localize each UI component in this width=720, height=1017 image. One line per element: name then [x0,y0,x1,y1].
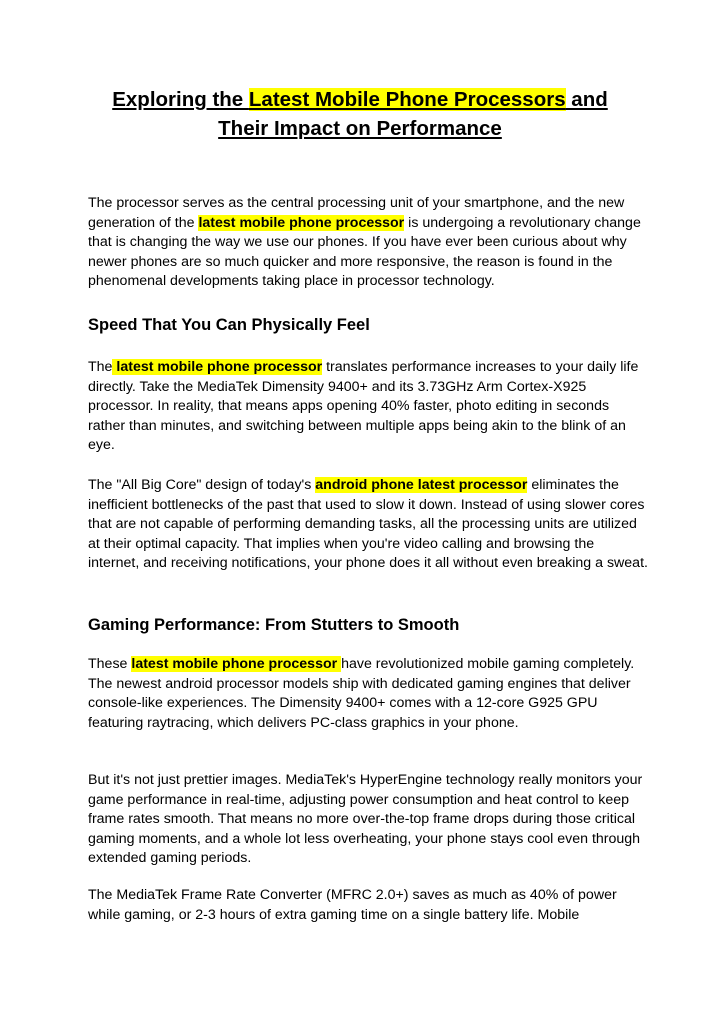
gaming-paragraph-1 [88,655,648,733]
speed-p1-highlight: latest mobile phone processor [112,359,323,375]
speed-p1-pre: The [88,359,113,375]
section-heading-gaming: Gaming Performance: From Stutters to Smooth [88,616,460,634]
intro-paragraph [88,194,648,292]
gaming-paragraph-3: The MediaTek Frame Rate Converter (MFRC 2.0+) saves as much as 40% of power while gaming, or 2-3 hours of extra gaming time on a single battery life. Mobile [88,887,617,923]
title-line1-suffix: and [565,88,608,111]
title-prefix: Exploring the [112,88,249,111]
title-highlight: Latest Mobile Phone Processors [248,88,566,111]
speed-p2-pre: The "All Big Core" design of today's [88,477,316,493]
intro-text-pre: The processor serves as the central processing unit of your smartphone, and the new generation of the [88,195,625,231]
gaming-p1-highlight: latest mobile phone processor [131,656,342,672]
intro-highlight: latest mobile phone processor [198,214,405,231]
speed-paragraph-2 [88,476,648,574]
title-line2: Their Impact on Performance [218,117,502,140]
gaming-p1-post: have revolutionized mobile gaming completely. The newest android processor models ship with dedicated gaming engines that deliver console-like experiences. The Dimensity 9400+ comes with a 12-core G925 GPU featuring raytracing, which delivers PC-class graphics in your phone. [88,656,635,731]
intro-text-post: is undergoing a revolutionary change that is changing the way we use our phones. If you have ever been curious about why newer phones are so much quicker and more responsive, the reason is found in the phenomenal developments taking place in processor technology. [88,214,641,290]
speed-p1-post: translates performance increases to your daily life directly. Take the MediaTek Dimensity 9400+ and its 3.73GHz Arm Cortex-X925 processor. In reality, that means apps opening 40% faster, photo editing in seconds rather than minutes, and switching between multiple apps being akin to the blink of an eye. [88,359,639,454]
gaming-p1-pre: These [88,656,132,672]
speed-p2-highlight: android phone latest processor [315,477,528,493]
gaming-paragraph-2: But it's not just prettier images. MediaTek's HyperEngine technology really monitors your game performance in real-time, adjusting power consumption and heat control to keep frame rates smooth. That means no more over-the-top frame drops during those critical gaming moments, and a whole lot less overheating, your phone stays cool even through extended gaming periods. [88,772,643,867]
speed-paragraph-1 [88,358,648,456]
section-heading-speed: Speed That You Can Physically Feel [88,316,370,334]
page-title [60,85,660,143]
speed-p2-post: eliminates the inefficient bottlenecks of the past that used to slow it down. Instead of using slower cores that are not capable of performing demanding tasks, all the processing units are utilized at their optimal capacity. That implies when you're video calling and browsing the internet, and receiving notifications, your phone does it all without even breaking a sweat. [88,477,648,572]
